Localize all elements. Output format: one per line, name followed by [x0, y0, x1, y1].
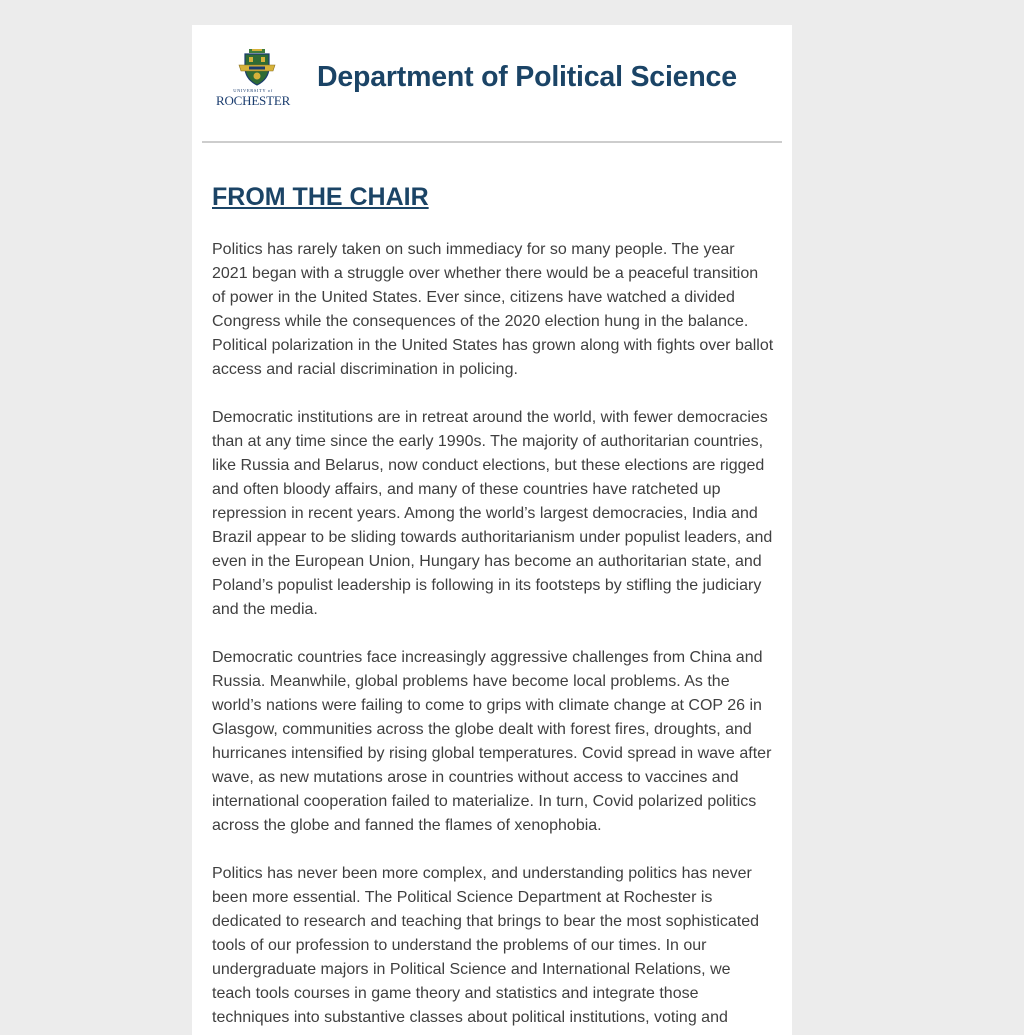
logo-university-of-text: UNIVERSITY of [233, 88, 273, 93]
section-title[interactable]: FROM THE CHAIR [212, 183, 429, 211]
paragraph-1: Politics has rarely taken on such immediacy for so many people. The year 2021 began with a struggle over whether there would be a peaceful transition of power in the United States. Ever since, citizens have watched a divided Congress while the consequences of the 2020 election hung in the balance. Political polarization in the United States has grown along with fights over ballot access and racial discrimination in policing. [212, 241, 774, 378]
newsletter-header [192, 25, 792, 142]
paragraph-3: Democratic countries face increasingly aggressive challenges from China and Russia. Meanwhile, global problems have become local problems. As the world’s nations were failing to come to grips with climate change at COP 26 in Glasgow, communities across the globe dealt with forest fires, droughts, and hurricanes intensified by rising global temperatures. Covid spread in wave after wave, as new mutations arose in countries without access to vaccines and international cooperation failed to materialize. In turn, Covid polarized politics across the globe and fanned the flames of xenophobia. [212, 649, 772, 834]
logo-rochester-text: ROCHESTER [216, 93, 291, 108]
department-title: Department of Political Science [317, 61, 737, 93]
header-divider [202, 141, 782, 143]
newsletter-page [192, 25, 792, 1035]
paragraph-2: Democratic institutions are in retreat around the world, with fewer democracies than at any time since the early 1990s. The majority of authoritarian countries, like Russia and Belarus, now conduct elections, but these elections are rigged and often bloody affairs, and many of these countries have ratcheted up repression in recent years. Among the world’s largest democracies, India and Brazil appear to be sliding towards authoritarianism under populist leaders, and even in the European Union, Hungary has become an authoritarian state, and Poland’s populist leadership is following in its footsteps by stifling the judiciary and the media. [212, 409, 773, 618]
paragraph-4: Politics has never been more complex, and understanding politics has never been more essential. The Political Science Department at Rochester is dedicated to research and teaching that brings to bear the most sophisticated tools of our profession to understand the problems of our times. In our undergraduate majors in Political Science and International Relations, we teach tools courses in game theory and statistics and integrate those techniques into substantive classes about political institutions, voting and [212, 865, 760, 1026]
article-body [212, 180, 774, 1035]
university-logo [216, 49, 290, 109]
university-shield-icon [235, 49, 279, 87]
